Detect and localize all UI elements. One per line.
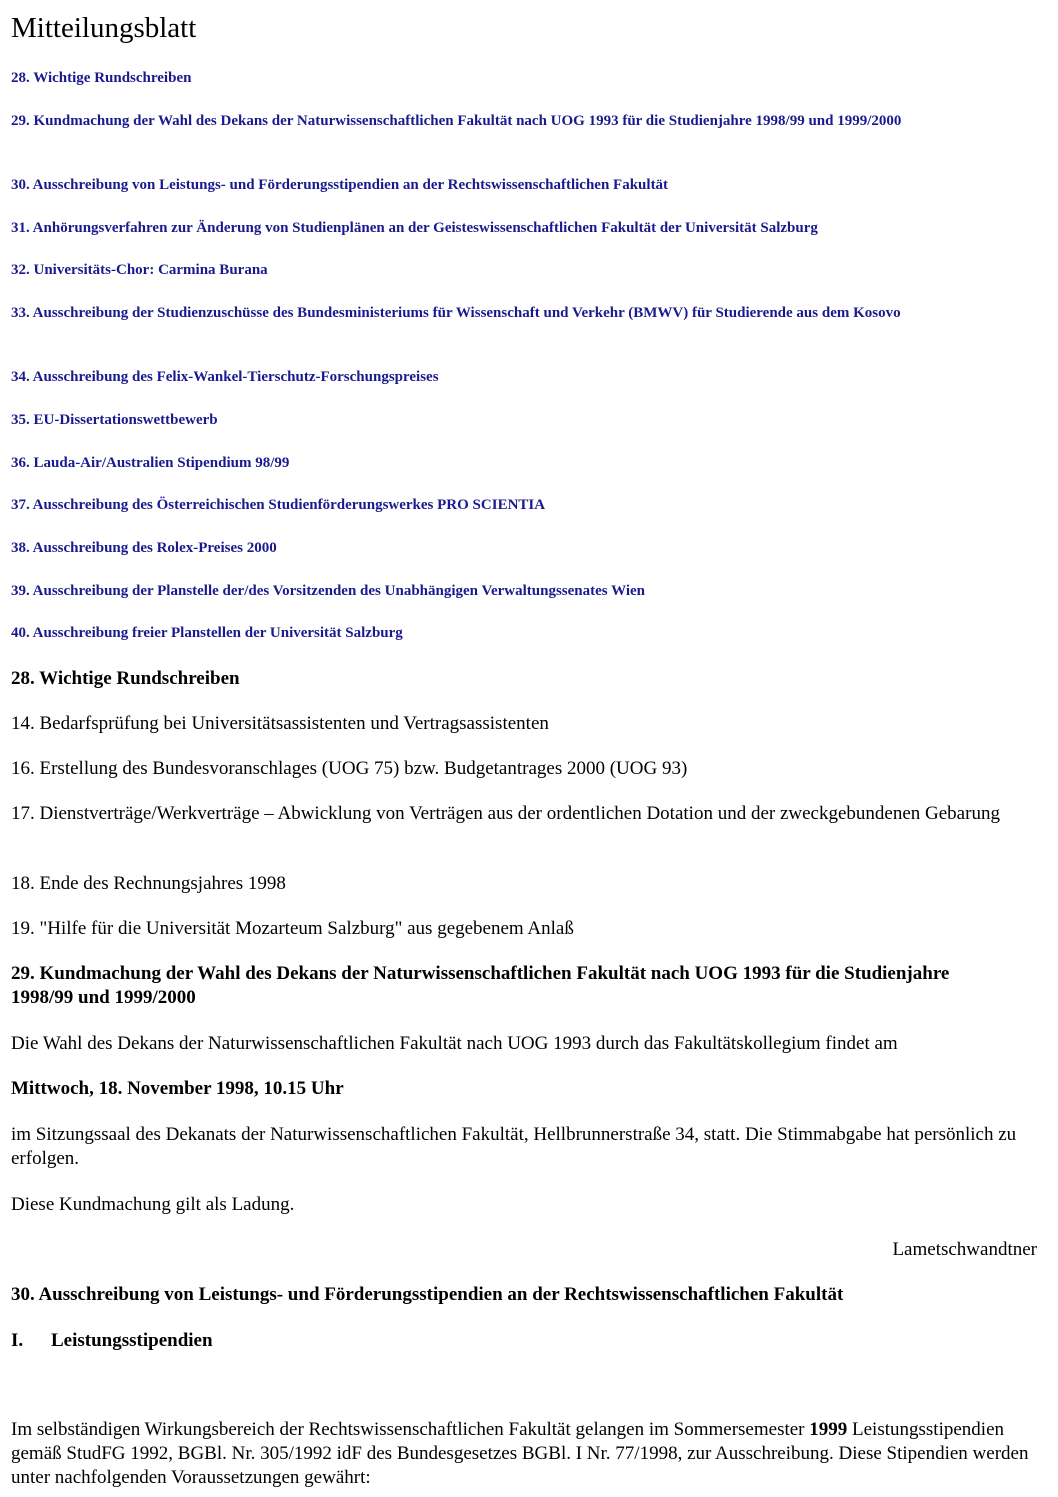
circular-item-14: 14. Bedarfsprüfung bei Universitätsassistenten und Vertragsassistenten <box>11 713 549 734</box>
election-intro: Die Wahl des Dekans der Naturwissenschaftlichen Fakultät nach UOG 1993 durch das Fakultätskollegium findet am <box>11 1033 898 1054</box>
section-30-heading: 30. Ausschreibung von Leistungs- und Förderungsstipendien an der Rechtswissenschaftlichen Fakultät <box>11 1284 844 1305</box>
circular-item-18: 18. Ende des Rechnungsjahres 1998 <box>11 873 286 894</box>
section-29-heading: 29. Kundmachung der Wahl des Dekans der Naturwissenschaftlichen Fakultät nach UOG 1993 für die Studienjahre 1998/99 und 1999/2000 <box>11 963 950 1008</box>
election-note: Diese Kundmachung gilt als Ladung. <box>11 1194 295 1215</box>
page-title: Mitteilungsblatt <box>11 12 197 44</box>
section-28-heading: 28. Wichtige Rundschreiben <box>11 668 240 689</box>
subsection-title: Leistungsstipendien <box>51 1330 213 1351</box>
election-date: Mittwoch, 18. November 1998, 10.15 Uhr <box>11 1078 344 1099</box>
signature: Lametschwandtner <box>892 1239 1037 1260</box>
toc-link-29[interactable]: 29. Kundmachung der Wahl des Dekans der Naturwissenschaftlichen Fakultät nach UOG 1993 für die Studienjahre 1998/99 und 1999/2000 <box>11 113 902 129</box>
toc-link-36[interactable]: 36. Lauda-Air/Australien Stipendium 98/99 <box>11 455 290 471</box>
circular-item-16: 16. Erstellung des Bundesvoranschlages (UOG 75) bzw. Budgetantrages 2000 (UOG 93) <box>11 758 688 779</box>
toc-link-34[interactable]: 34. Ausschreibung des Felix-Wankel-Tierschutz-Forschungspreises <box>11 369 439 385</box>
toc-link-35[interactable]: 35. EU-Dissertationswettbewerb <box>11 412 218 428</box>
scholarship-text-start: Im selbständigen Wirkungsbereich der Rechtswissenschaftlichen Fakultät gelangen im Sommersemester <box>11 1419 810 1440</box>
toc-link-30[interactable]: 30. Ausschreibung von Leistungs- und Förderungsstipendien an der Rechtswissenschaftlichen Fakultät <box>11 177 669 193</box>
toc-link-31[interactable]: 31. Anhörungsverfahren zur Änderung von Studienplänen an der Geisteswissenschaftlichen Fakultät der Universität Salzburg <box>11 220 818 236</box>
scholarship-text-end: Leistungsstipendien gemäß StudFG 1992, BGBl. Nr. 305/1992 idF des Bundesgesetzes BGBl. I Nr. 77/1998, zur Ausschreibung. Diese Stipendien werden unter nachfolgenden Voraussetzungen gewährt: <box>11 1419 1029 1488</box>
toc-link-32[interactable]: 32. Universitäts-Chor: Carmina Burana <box>11 262 268 278</box>
toc-link-38[interactable]: 38. Ausschreibung des Rolex-Preises 2000 <box>11 540 277 556</box>
election-location: im Sitzungssaal des Dekanats der Naturwissenschaftlichen Fakultät, Hellbrunnerstraße 34, statt. Die Stimmabgabe hat persönlich zu erfolgen. <box>11 1124 1017 1169</box>
toc-link-37[interactable]: 37. Ausschreibung des Österreichischen Studienförderungswerkes PRO SCIENTIA <box>11 497 546 513</box>
circular-item-19: 19. "Hilfe für die Universität Mozarteum Salzburg" aus gegebenem Anlaß <box>11 918 574 939</box>
circular-item-17: 17. Dienstverträge/Werkverträge – Abwicklung von Verträgen aus der ordentlichen Dotation und der zweckgebundenen Gebarung <box>11 803 1000 824</box>
toc-link-33[interactable]: 33. Ausschreibung der Studienzuschüsse des Bundesministeriums für Wissenschaft und Verkehr (BMWV) für Studierende aus dem Kosovo <box>11 305 901 321</box>
toc-link-28[interactable]: 28. Wichtige Rundschreiben <box>11 70 192 86</box>
scholarship-paragraph <box>11 1418 1047 1490</box>
toc-link-40[interactable]: 40. Ausschreibung freier Planstellen der Universität Salzburg <box>11 625 403 641</box>
toc-link-39[interactable]: 39. Ausschreibung der Planstelle der/des Vorsitzenden des Unabhängigen Verwaltungssenates Wien <box>11 583 645 599</box>
subsection-heading <box>11 1329 213 1353</box>
subsection-number: I. <box>11 1330 24 1351</box>
scholarship-year: 1999 <box>809 1419 848 1440</box>
